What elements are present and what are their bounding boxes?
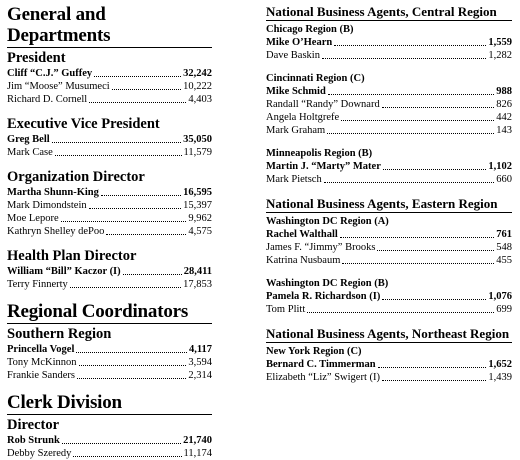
- dot-leader: [70, 287, 181, 288]
- candidate-name: Martin J. “Marty” Mater: [266, 161, 381, 172]
- results-list: [7, 133, 212, 159]
- candidate-name: Cliff “C.J.” Guffey: [7, 68, 93, 79]
- candidate-row: [266, 36, 512, 49]
- candidate-name: Elizabeth “Liz” Swigert (I): [266, 372, 380, 383]
- candidate-name: Martha Shunn-King: [7, 187, 99, 198]
- general-departments-header: [7, 4, 212, 48]
- vote-count: 1,559: [488, 37, 512, 48]
- candidate-row: [7, 67, 212, 80]
- candidate-row: [266, 228, 512, 241]
- candidate-name: Tony McKinnon: [7, 357, 77, 368]
- candidate-row: [7, 356, 212, 369]
- vote-count: 988: [496, 86, 512, 97]
- candidate-name: Frankie Sanders: [7, 370, 75, 381]
- candidate-row: [266, 358, 512, 371]
- dot-leader: [94, 76, 181, 77]
- candidate-name: Rob Strunk: [7, 435, 60, 446]
- candidate-row: [7, 278, 212, 291]
- candidate-name: Kathryn Shelley dePoo: [7, 226, 105, 237]
- dot-leader: [327, 133, 494, 134]
- dot-leader: [73, 456, 181, 457]
- section-title: National Business Agents, Eastern Region: [266, 196, 512, 213]
- candidate-name: Randall “Randy” Downard: [266, 99, 380, 110]
- candidate-row: [266, 124, 512, 137]
- vote-count: 35,050: [183, 134, 212, 145]
- results-list: [266, 358, 512, 384]
- vote-count: 1,102: [488, 161, 512, 172]
- region-heading: Minneapolis Region (B): [266, 148, 373, 159]
- dot-leader: [322, 58, 486, 59]
- dot-leader: [324, 182, 495, 183]
- candidate-row: [266, 85, 512, 98]
- candidate-row: [7, 343, 212, 356]
- section-title: Clerk Division: [7, 392, 122, 413]
- results-list: [7, 67, 212, 106]
- candidate-row: [266, 371, 512, 384]
- race-heading: Director: [7, 417, 60, 433]
- vote-count: 660: [496, 174, 512, 185]
- candidate-name: Tom Plitt: [266, 304, 306, 315]
- dot-leader: [76, 352, 187, 353]
- dot-leader: [62, 443, 181, 444]
- left-column: [7, 4, 212, 460]
- dot-leader: [334, 45, 486, 46]
- candidate-name: Princella Vogel: [7, 344, 75, 355]
- section-title: General and Departments: [7, 4, 111, 46]
- dot-leader: [79, 365, 187, 366]
- candidate-name: Bernard C. Timmerman: [266, 359, 376, 370]
- vote-count: 21,740: [183, 435, 212, 446]
- vote-count: 28,411: [183, 266, 212, 277]
- section-title: National Business Agents, Central Region: [266, 4, 512, 21]
- results-list: [7, 265, 212, 291]
- vote-count: 1,282: [488, 50, 512, 61]
- dot-leader: [106, 234, 186, 235]
- candidate-name: Mark Dimondstein: [7, 200, 87, 211]
- vote-count: 4,575: [188, 226, 212, 237]
- candidate-row: [7, 93, 212, 106]
- candidate-name: Mark Graham: [266, 125, 326, 136]
- candidate-row: [266, 254, 512, 267]
- race-heading: Health Plan Director: [7, 248, 137, 264]
- candidate-row: [266, 173, 512, 186]
- candidate-name: Rachel Walthall: [266, 229, 338, 240]
- candidate-name: Pamela R. Richardson (I): [266, 291, 381, 302]
- section-title: National Business Agents, Northeast Region: [266, 326, 512, 343]
- race-heading: President: [7, 50, 66, 66]
- candidate-row: [7, 80, 212, 93]
- region-heading: Chicago Region (B): [266, 24, 354, 35]
- dot-leader: [382, 299, 486, 300]
- candidate-name: Katrina Nusbaum: [266, 255, 341, 266]
- candidate-row: [266, 49, 512, 62]
- results-list: [7, 186, 212, 238]
- candidate-name: Mike O’Hearn: [266, 37, 333, 48]
- vote-count: 11,174: [183, 448, 212, 459]
- candidate-name: James F. “Jimmy” Brooks: [266, 242, 376, 253]
- vote-count: 548: [496, 242, 512, 253]
- candidate-row: [7, 199, 212, 212]
- dot-leader: [101, 195, 181, 196]
- region-heading: New York Region (C): [266, 346, 362, 357]
- candidate-name: Moe Lepore: [7, 213, 59, 224]
- vote-count: 1,439: [488, 372, 512, 383]
- right-column: [266, 4, 512, 384]
- candidate-name: Jim “Moose” Musumeci: [7, 81, 110, 92]
- candidate-name: Mark Case: [7, 147, 53, 158]
- dot-leader: [89, 102, 186, 103]
- candidate-name: Angela Holtgrefe: [266, 112, 340, 123]
- results-list: [266, 290, 512, 316]
- vote-count: 16,595: [183, 187, 212, 198]
- dot-leader: [378, 367, 487, 368]
- results-list: [7, 434, 212, 460]
- vote-count: 4,117: [188, 344, 212, 355]
- results-list: [266, 85, 512, 137]
- vote-count: 1,652: [488, 359, 512, 370]
- vote-count: 11,579: [183, 147, 212, 158]
- candidate-name: William “Bill” Kaczor (I): [7, 266, 121, 277]
- vote-count: 17,853: [183, 279, 212, 290]
- candidate-name: Richard D. Cornell: [7, 94, 88, 105]
- results-list: [266, 36, 512, 62]
- candidate-row: [266, 160, 512, 173]
- section-title: Regional Coordinators: [7, 301, 189, 322]
- candidate-name: Terry Finnerty: [7, 279, 68, 290]
- candidate-row: [266, 290, 512, 303]
- vote-count: 2,314: [188, 370, 212, 381]
- clerk-division-header: [7, 392, 212, 415]
- vote-count: 15,397: [183, 200, 212, 211]
- candidate-row: [266, 98, 512, 111]
- race-heading: Executive Vice President: [7, 116, 160, 132]
- candidate-name: Greg Bell: [7, 134, 50, 145]
- vote-count: 10,222: [183, 81, 212, 92]
- candidate-row: [7, 225, 212, 238]
- vote-count: 143: [496, 125, 512, 136]
- vote-count: 442: [496, 112, 512, 123]
- region-heading: Washington DC Region (A): [266, 216, 389, 227]
- dot-leader: [123, 274, 182, 275]
- candidate-row: [7, 186, 212, 199]
- dot-leader: [382, 380, 486, 381]
- candidate-row: [7, 447, 212, 460]
- candidate-row: [7, 212, 212, 225]
- race-heading: Organization Director: [7, 169, 145, 185]
- dot-leader: [377, 250, 494, 251]
- candidate-row: [7, 434, 212, 447]
- dot-leader: [382, 107, 495, 108]
- dot-leader: [307, 312, 494, 313]
- candidate-row: [7, 369, 212, 382]
- dot-leader: [328, 94, 494, 95]
- dot-leader: [55, 155, 182, 156]
- candidate-row: [7, 133, 212, 146]
- dot-leader: [340, 237, 494, 238]
- candidate-name: Mark Pietsch: [266, 174, 322, 185]
- results-list: [266, 160, 512, 186]
- dot-leader: [52, 142, 181, 143]
- region-heading: Cincinnati Region (C): [266, 73, 365, 84]
- region-heading: Washington DC Region (B): [266, 278, 389, 289]
- dot-leader: [342, 263, 494, 264]
- vote-count: 699: [496, 304, 512, 315]
- results-list: [7, 343, 212, 382]
- candidate-row: [266, 303, 512, 316]
- vote-count: 4,403: [188, 94, 212, 105]
- dot-leader: [77, 378, 186, 379]
- candidate-name: Mike Schmid: [266, 86, 326, 97]
- candidate-name: Dave Baskin: [266, 50, 320, 61]
- candidate-row: [266, 111, 512, 124]
- dot-leader: [341, 120, 494, 121]
- race-heading: Southern Region: [7, 326, 112, 342]
- vote-count: 32,242: [183, 68, 212, 79]
- vote-count: 9,962: [188, 213, 212, 224]
- dot-leader: [112, 89, 181, 90]
- candidate-row: [7, 146, 212, 159]
- candidate-row: [7, 265, 212, 278]
- vote-count: 1,076: [488, 291, 512, 302]
- vote-count: 455: [496, 255, 512, 266]
- candidate-row: [266, 241, 512, 254]
- dot-leader: [89, 208, 182, 209]
- vote-count: 761: [496, 229, 512, 240]
- regional-coordinators-header: [7, 301, 212, 324]
- candidate-name: Debby Szeredy: [7, 448, 72, 459]
- vote-count: 826: [496, 99, 512, 110]
- results-list: [266, 228, 512, 267]
- dot-leader: [61, 221, 187, 222]
- dot-leader: [383, 169, 487, 170]
- vote-count: 3,594: [188, 357, 212, 368]
